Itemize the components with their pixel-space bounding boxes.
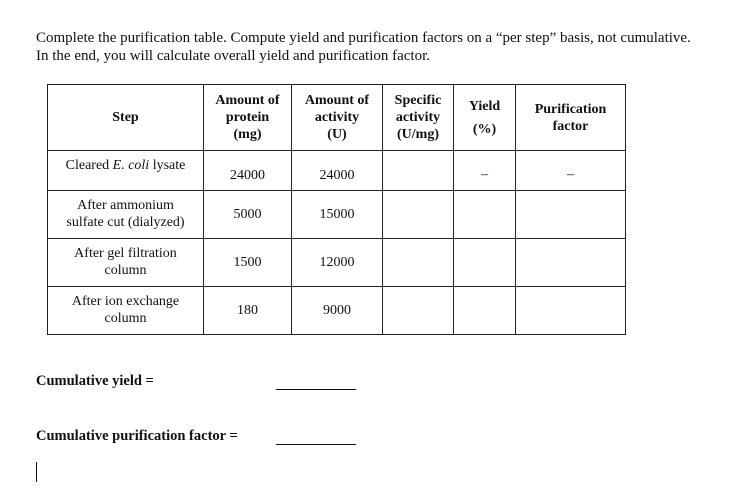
table-row: [48, 191, 626, 239]
header-protein: Amount of protein (mg): [204, 85, 292, 151]
header-yield: Yield (%): [454, 85, 516, 151]
specific-activity-cell[interactable]: [383, 191, 454, 239]
yield-cell[interactable]: –: [454, 151, 516, 191]
step-cell: After ion exchange column: [48, 287, 204, 335]
header-activity: Amount of activity (U): [292, 85, 383, 151]
yield-cell[interactable]: [454, 191, 516, 239]
step-label: Cleared E. coli lysate: [65, 158, 186, 173]
purification-cell[interactable]: [516, 191, 626, 239]
activity-cell: 9000: [292, 287, 383, 335]
specific-activity-cell[interactable]: [383, 287, 454, 335]
yield-cell[interactable]: [454, 287, 516, 335]
protein-cell: 24000: [204, 151, 292, 191]
cumulative-purification-blank[interactable]: [276, 427, 356, 445]
step-cell: [48, 151, 204, 191]
protein-cell: 5000: [204, 191, 292, 239]
cumulative-yield-blank[interactable]: [276, 372, 356, 390]
text-cursor: [36, 462, 37, 482]
cumulative-purification-label: Cumulative purification factor =: [36, 428, 238, 444]
yield-cell[interactable]: [454, 239, 516, 287]
header-step: Step: [48, 85, 204, 151]
activity-cell: 15000: [292, 191, 383, 239]
protein-cell: 180: [204, 287, 292, 335]
table-row: [48, 239, 626, 287]
purification-cell[interactable]: [516, 239, 626, 287]
step-cell: After gel filtration column: [48, 239, 204, 287]
header-specific-activity: Specific activity (U/mg): [383, 85, 454, 151]
table-row: [48, 151, 626, 191]
table-header-row: [48, 85, 626, 151]
protein-cell: 1500: [204, 239, 292, 287]
step-cell: After ammonium sulfate cut (dialyzed): [48, 191, 204, 239]
table-row: [48, 287, 626, 335]
specific-activity-cell[interactable]: [383, 239, 454, 287]
instructions-text: Complete the purification table. Compute yield and purification factors on a “per step” basis, not cumulative. In the end, you will calculate overall yield and purification factor.: [36, 30, 691, 64]
purification-table: [47, 84, 626, 335]
purification-cell[interactable]: –: [516, 151, 626, 191]
activity-cell: 24000: [292, 151, 383, 191]
header-purification-factor: Purification factor: [516, 85, 626, 151]
cumulative-yield-label: Cumulative yield =: [36, 373, 154, 389]
activity-cell: 12000: [292, 239, 383, 287]
specific-activity-cell[interactable]: [383, 151, 454, 191]
purification-cell[interactable]: [516, 287, 626, 335]
